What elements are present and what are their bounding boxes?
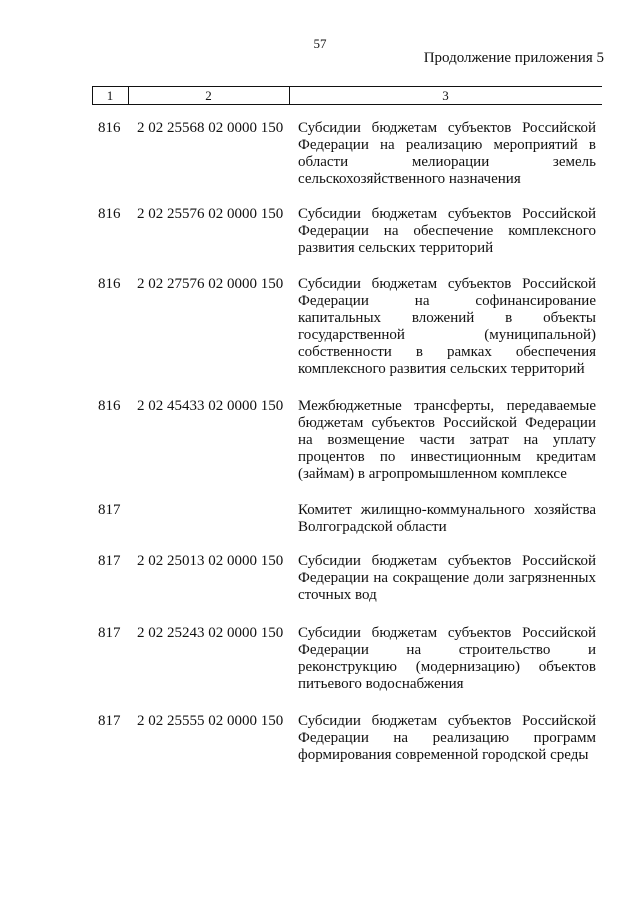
budget-code: 2 02 25555 02 0000 150 (137, 713, 284, 729)
description: Субсидии бюджетам субъектов Российской Федерации на реализацию программ формирования современной городской среды (298, 713, 596, 763)
admin-code: 816 (98, 398, 121, 414)
budget-code: 2 02 25243 02 0000 150 (137, 625, 284, 641)
description: Межбюджетные трансферты, передаваемые бюджетам субъектов Российской Федерации на возмещение части затрат на уплату процентов по инвестиционным кредитам (займам) в агропромышленном комплексе (298, 398, 596, 482)
header-top-rule (92, 86, 602, 87)
description: Субсидии бюджетам субъектов Российской Федерации на строительство и реконструкцию (модернизацию) объектов питьевого водоснабжения (298, 625, 596, 692)
description: Субсидии бюджетам субъектов Российской Федерации на реализацию мероприятий в области мелиорации земель сельскохозяйственного назначения (298, 120, 596, 187)
budget-code: 2 02 25013 02 0000 150 (137, 553, 284, 569)
admin-code: 816 (98, 120, 121, 136)
header-bottom-rule (92, 104, 602, 105)
admin-code: 817 (98, 625, 121, 641)
budget-code: 2 02 45433 02 0000 150 (137, 398, 284, 414)
description: Комитет жилищно-коммунального хозяйства Волгоградской области (298, 502, 596, 535)
admin-code: 817 (98, 553, 121, 569)
budget-code: 2 02 25576 02 0000 150 (137, 206, 284, 222)
admin-code: 817 (98, 713, 121, 729)
description: Субсидии бюджетам субъектов Российской Федерации на сокращение доли загрязненных сточных вод (298, 553, 596, 603)
header-col-1: 1 (106, 88, 114, 103)
header-col-2: 2 (205, 88, 212, 103)
continuation-label: Продолжение приложения 5 (423, 50, 604, 66)
budget-code: 2 02 25568 02 0000 150 (137, 120, 284, 136)
budget-code: 2 02 27576 02 0000 150 (137, 276, 284, 292)
admin-code: 816 (98, 276, 121, 292)
admin-code: 816 (98, 206, 121, 222)
description: Субсидии бюджетам субъектов Российской Федерации на обеспечение комплексного развития сельских территорий (298, 206, 596, 256)
header-col-3: 3 (442, 88, 449, 103)
table-header (92, 84, 602, 104)
description: Субсидии бюджетам субъектов Российской Федерации на софинансирование капитальных вложений в объекты государственной (муниципальной) собственности в рамках обеспечения комплексного развития сельских территорий (298, 276, 596, 377)
admin-code: 817 (98, 502, 121, 518)
page-number: 57 (313, 36, 327, 51)
